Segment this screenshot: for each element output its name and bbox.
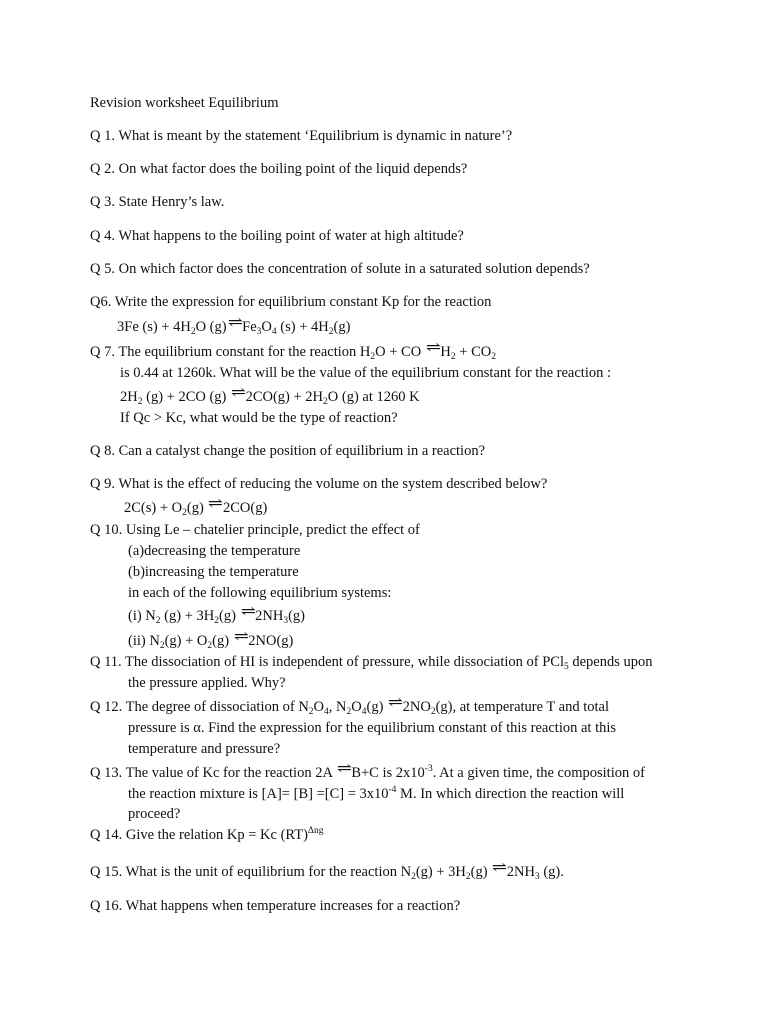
question-5: Q 5. On which factor does the concentration of solute in a saturated solution depends? xyxy=(90,261,590,277)
question-6: Q6. Write the expression for equilibrium constant Kp for the reaction xyxy=(90,294,492,310)
question-2: Q 2. On what factor does the boiling point of the liquid depends? xyxy=(90,161,468,177)
question-9-reaction: $2C(s) + O_2(g)$ ⇌2CO(g) xyxy=(124,496,268,518)
question-7-reaction: $2H_2$ (g) + 2CO (g) ⇌2CO(g) + $2H_2O$ (g) at 1260 K xyxy=(120,385,420,407)
question-13: Q 13. The value of Kc for the reaction 2A ⇌B+C is $2x10^{-3}$. At a given time, the composition of xyxy=(90,761,645,781)
question-15: Q 15. What is the unit of equilibrium for the reaction $N_2(g) + 3H_2(g)$ $\rightleftharpoons 2NH_3$ (g). xyxy=(90,860,564,882)
question-7-line-2: is 0.44 at 1260k. What will be the value of the equilibrium constant for the reaction : xyxy=(120,365,611,381)
question-9: Q 9. What is the effect of reducing the volume on the system described below? xyxy=(90,476,548,492)
question-11: Q 11. The dissociation of HI is independent of pressure, while dissociation of PCl$_5$ depends upon xyxy=(90,654,653,672)
question-12-line-3: temperature and pressure? xyxy=(128,741,281,757)
worksheet-title: Revision worksheet Equilibrium xyxy=(90,95,279,111)
question-14: Q 14. Give the relation Kp = Kc (RT)$^{\Delta ng}$ xyxy=(90,826,324,843)
question-1: Q 1. What is meant by the statement ‘Equilibrium is dynamic in nature’? xyxy=(90,128,513,144)
question-13-line-2: the reaction mixture is $[A]= [B] =[C] = 3x10^{-4}$ M. In which direction the reaction will xyxy=(128,785,625,802)
question-16: Q 16. What happens when temperature increases for a reaction? xyxy=(90,898,461,914)
question-7-line-4: If Qc > Kc, what would be the type of reaction? xyxy=(120,410,398,426)
question-7: Q 7. The equilibrium constant for the reaction $H_2O$ + CO $\rightleftharpoons H_2 + CO_2$ xyxy=(90,340,496,362)
question-10: Q 10. Using Le – chatelier principle, predict the effect of xyxy=(90,522,420,538)
question-10-reaction-i: (i) $N_2$ $(g) + 3H_2(g)$ $\rightleftharpoons 2NH_3(g)$ xyxy=(128,604,305,626)
question-12: Q 12. The degree of dissociation of $N_2O_4$, $N_2O_4(g)$ $\rightleftharpoons 2NO_2(g)$, at temperature T and total xyxy=(90,695,609,717)
question-10-b: (b)increasing the temperature xyxy=(128,564,299,580)
question-6-reaction: 3Fe $(s) + 4H_2O$ $(g)\rightleftharpoons Fe_3O_4$ $(s) + 4H_2(g)$ xyxy=(117,315,351,337)
question-8: Q 8. Can a catalyst change the position of equilibrium in a reaction? xyxy=(90,443,486,459)
question-11-line-2: the pressure applied. Why? xyxy=(128,675,286,691)
question-13-line-3: proceed? xyxy=(128,806,181,822)
question-12-line-2: pressure is α. Find the expression for the equilibrium constant of this reaction at this xyxy=(128,720,617,736)
question-10-a: (a)decreasing the temperature xyxy=(128,543,301,559)
question-3: Q 3. State Henry’s law. xyxy=(90,194,225,210)
question-4: Q 4. What happens to the boiling point of water at high altitude? xyxy=(90,228,464,244)
question-10-reaction-ii: (ii) $N_2(g) + O_2(g)$ ⇌2NO(g) xyxy=(128,629,294,651)
question-10-c: in each of the following equilibrium systems: xyxy=(128,585,392,601)
